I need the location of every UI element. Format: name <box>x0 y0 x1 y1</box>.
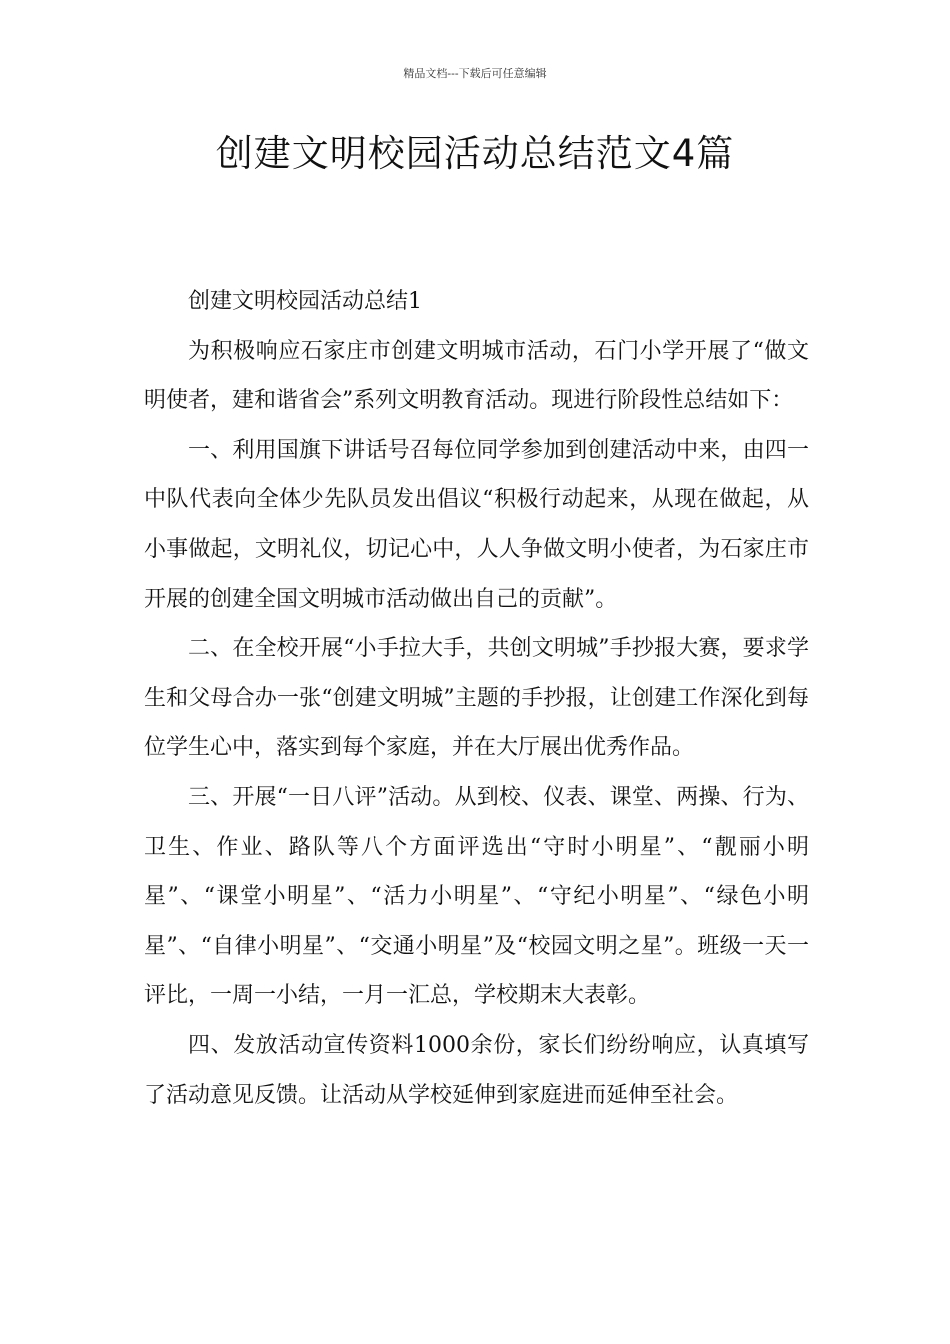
header-note: 精品文档---下载后可任意编辑 <box>403 67 547 80</box>
paragraph-item-1: 一、利用国旗下讲话号召每位同学参加到创建活动中来，由四一中队代表向全体少先队员发出倡议“积极行动起来，从现在做起，从小事做起，文明礼仪，切记心中，人人争做文明小使者，为石家庄市开展的创建全国文明城市活动做出自己的贡献”。 <box>144 437 809 612</box>
section-heading: 创建文明校园活动总结1 <box>188 289 422 314</box>
paragraph-item-3: 三、开展“一日八评”活动。从到校、仪表、课堂、两操、行为、卫生、作业、路队等八个方面评选出“守时小明星”、“靓丽小明星”、“课堂小明星”、“活力小明星”、“守纪小明星”、“绿色小明星”、“自律小明星”、“交通小明星”及“校园文明之星”。班级一天一评比，一周一小结，一月一汇总，学校期末大表彰。 <box>144 784 809 1009</box>
paragraph-intro: 为积极响应石家庄市创建文明城市活动，石门小学开展了“做文明使者，建和谐省会”系列文明教育活动。现进行阶段性总结如下： <box>144 338 809 414</box>
document-body <box>144 277 809 1120</box>
document-title: 创建文明校园活动总结范文4篇 <box>215 132 735 175</box>
paragraph-item-4: 四、发放活动宣传资料1000余份，家长们纷纷响应，认真填写了活动意见反馈。让活动从学校延伸到家庭进而延伸至社会。 <box>144 1032 809 1108</box>
paragraph-item-2: 二、在全校开展“小手拉大手，共创文明城”手抄报大赛，要求学生和父母合办一张“创建文明城”主题的手抄报，让创建工作深化到每位学生心中，落实到每个家庭，并在大厅展出优秀作品。 <box>144 636 809 761</box>
